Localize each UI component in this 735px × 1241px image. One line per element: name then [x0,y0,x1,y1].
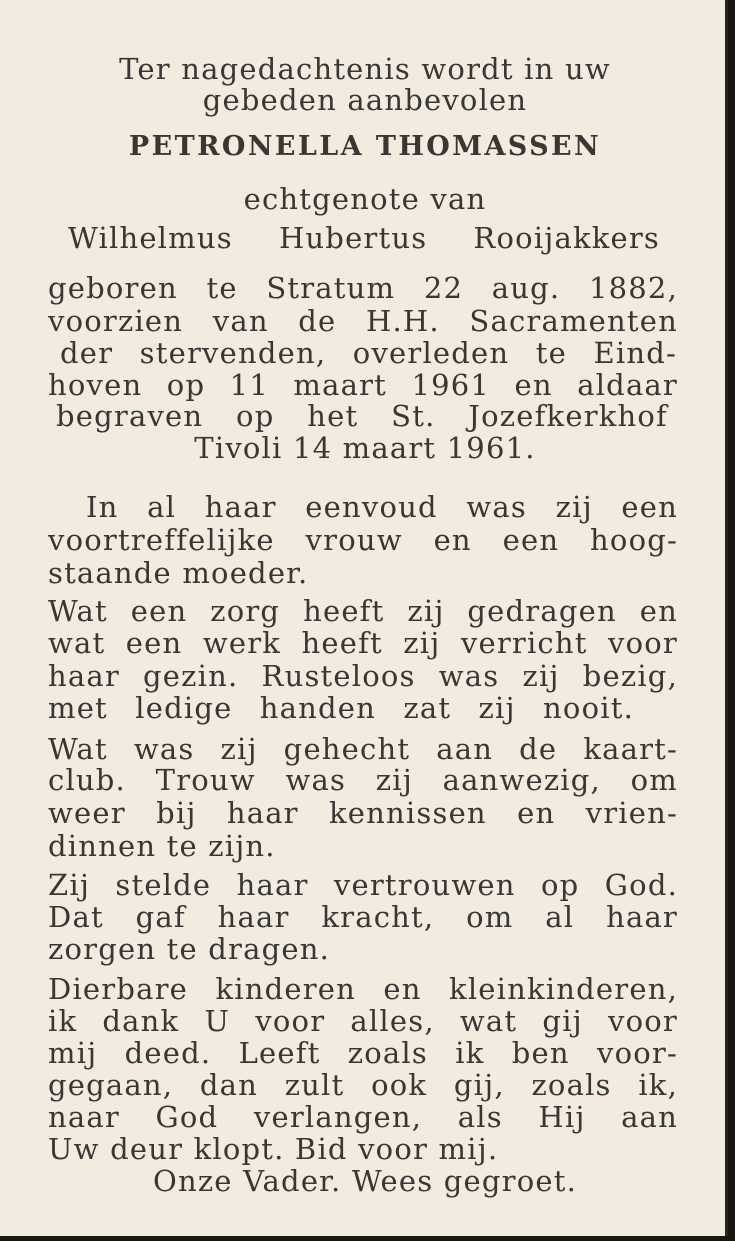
biography-line: der stervenden, overleden te Eind- [60,336,677,370]
paragraph-line: Dat gaf haar kracht, om al haar [48,900,678,934]
closing-prayer: Onze Vader. Wees gegroet. [152,1164,578,1198]
paragraph-line: naar God verlangen, als Hij aan [48,1100,678,1134]
paragraph-line: voortreffelijke vrouw en een hoog- [48,523,678,557]
biography-line: hoven op 11 maart 1961 en aldaar [48,368,678,402]
paragraph-line: club. Trouw was zij aanwezig, om [48,763,678,797]
intro-line-1: Ter nagedachtenis wordt in uw [119,52,611,86]
paragraph-line: staande moeder. [48,556,309,590]
paragraph-line: dinnen te zijn. [48,829,276,863]
paragraph-line: haar gezin. Rusteloos was zij bezig, [48,659,678,693]
biography-line: geboren te Stratum 22 aug. 1882, [48,271,678,305]
paragraph-line: met ledige handen zat zij nooit. [48,691,634,725]
paragraph-line: In al haar eenvoud was zij een [86,490,678,524]
intro-line-2: gebeden aanbevolen [202,83,528,117]
paragraph-line: weer bij haar kennissen en vrien- [48,796,678,830]
spouse-relation: echtgenote van [243,182,487,216]
paragraph-line: mij deed. Leeft zoals ik ben voor- [48,1036,678,1070]
spouse-name: Wilhelmus Hubertus Rooijakkers [68,221,660,255]
deceased-name: PETRONELLA THOMASSEN [128,131,602,162]
biography-line: voorzien van de H.H. Sacramenten [48,304,678,338]
paragraph-line: gegaan, dan zult ook gij, zoals ik, [48,1068,678,1102]
paragraph-line: Dierbare kinderen en kleinkinderen, [48,972,678,1006]
paragraph-line: ik dank U voor alles, wat gij voor [48,1004,678,1038]
paragraph-line: Wat was zij gehecht aan de kaart- [48,732,678,766]
paragraph-line: Zij stelde haar vertrouwen op God. [48,868,678,902]
paragraph-line: zorgen te dragen. [48,932,330,966]
paragraph-line: Uw deur klopt. Bid voor mij. [48,1132,499,1166]
biography-line: begraven op het St. Jozefkerkhof [56,399,668,433]
paragraph-line: wat een werk heeft zij verricht voor [48,626,678,660]
paragraph-line: Wat een zorg heeft zij gedragen en [48,594,678,628]
biography-line: Tivoli 14 maart 1961. [194,431,536,465]
